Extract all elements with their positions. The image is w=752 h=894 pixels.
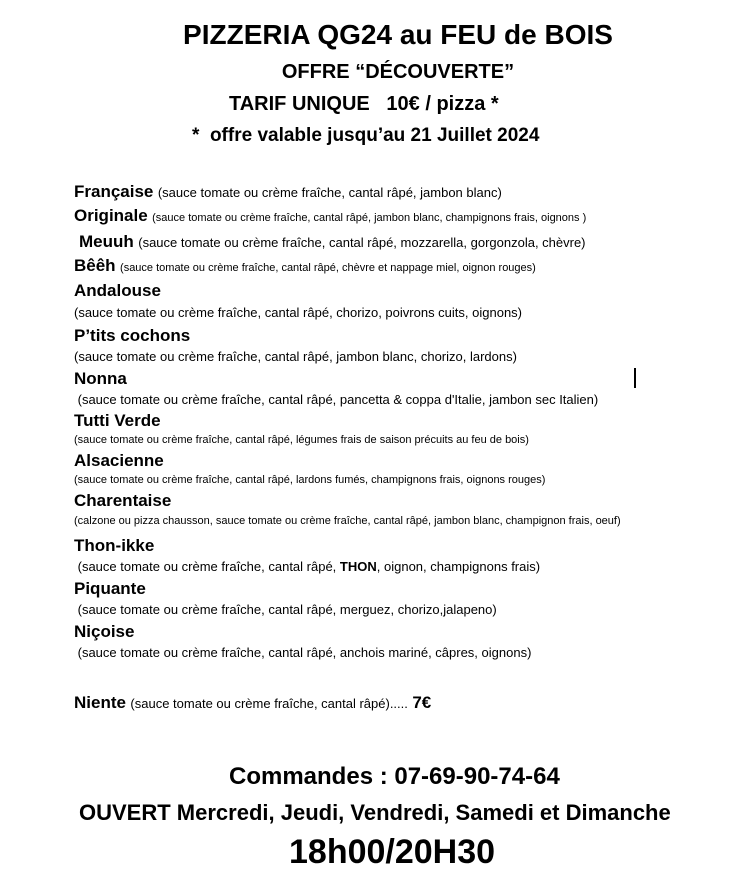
menu-item-originale: [74, 207, 586, 225]
price-heading: TARIF UNIQUE 10€ / pizza *: [229, 93, 499, 115]
ingredients-text: , oignon, champignons frais): [376, 559, 541, 574]
pizza-name: Tutti Verde: [74, 411, 161, 430]
pizza-ingredients: (sauce tomate ou crème fraîche, cantal râpé, mozzarella, gorgonzola, chèvre): [138, 235, 586, 250]
pizza-name: Alsacienne: [74, 451, 164, 470]
pizza-name: Thon-ikke: [74, 536, 155, 555]
pizza-name: P’tits cochons: [74, 326, 191, 345]
pizza-ingredients: (sauce tomate ou crème fraîche, cantal râpé, anchois mariné, câpres, oignons): [74, 645, 532, 660]
pizza-ingredients: (sauce tomate ou crème fraîche, cantal râpé, chèvre et nappage miel, oignon rouges): [120, 262, 536, 274]
text-cursor: [634, 368, 636, 388]
pizza-name: Niente: [74, 693, 126, 712]
pizza-ingredients: (sauce tomate ou crème fraîche, cantal râpé, chorizo, poivrons cuits, oignons): [74, 305, 522, 320]
pizza-ingredients: (sauce tomate ou crème fraîche, cantal râpé, jambon blanc, chorizo, lardons): [74, 349, 517, 364]
ingredients-text: (sauce tomate ou crème fraîche, cantal râpé,: [74, 559, 340, 574]
pizza-ingredients: [74, 560, 540, 573]
menu-item-beeh: [74, 257, 536, 275]
pizza-ingredients: (sauce tomate ou crème fraîche, cantal râpé, pancetta & coppa d'Italie, jambon sec Italien): [74, 392, 599, 407]
pizza-name: Meuuh: [79, 232, 134, 251]
pizza-ingredients: (sauce tomate ou crème fraîche, cantal râpé, merguez, chorizo,jalapeno): [74, 602, 497, 617]
pizza-price: 7€: [412, 693, 432, 712]
pizza-ingredients: (sauce tomate ou crème fraîche, cantal râpé, jambon blanc): [157, 185, 502, 200]
opening-hours: 18h00/20H30: [289, 833, 496, 871]
pizza-name: Andalouse: [74, 281, 161, 300]
pizza-ingredients: (sauce tomate ou crème fraîche, cantal râpé, lardons fumés, champignons frais, oignons rouges): [74, 474, 546, 486]
orders-phone: Commandes : 07-69-90-74-64: [229, 763, 560, 790]
pizza-name: Niçoise: [74, 622, 135, 641]
page-title: PIZZERIA QG24 au FEU de BOIS: [183, 19, 613, 50]
pizza-name: Nonna: [74, 369, 127, 388]
offer-heading: OFFRE “DÉCOUVERTE”: [281, 61, 515, 83]
pizza-name: Bêêh: [74, 256, 116, 275]
opening-days: OUVERT Mercredi, Jeudi, Vendredi, Samedi et Dimanche: [79, 800, 671, 825]
pizza-name: Originale: [74, 206, 148, 225]
pizza-name: Piquante: [74, 579, 146, 598]
ingredient-highlight: THON: [339, 559, 377, 574]
pizza-ingredients: (sauce tomate ou crème fraîche, cantal râpé).....: [130, 696, 408, 711]
pizza-ingredients: (sauce tomate ou crème fraîche, cantal râpé, jambon blanc, champignons frais, oignons ): [152, 212, 587, 224]
pizza-ingredients: (calzone ou pizza chausson, sauce tomate ou crème fraîche, cantal râpé, jambon blanc, champignon frais, oeuf): [74, 515, 621, 527]
validity-note: * offre valable jusqu’au 21 Juillet 2024: [192, 125, 540, 146]
menu-item-meuuh: [79, 233, 586, 251]
pizza-name: Charentaise: [74, 491, 172, 510]
pizza-ingredients: (sauce tomate ou crème fraîche, cantal râpé, légumes frais de saison précuits au feu de bois): [74, 434, 529, 446]
menu-item-niente: [74, 694, 431, 712]
menu-item-francaise: [74, 183, 502, 201]
pizza-name: Française: [74, 182, 154, 201]
